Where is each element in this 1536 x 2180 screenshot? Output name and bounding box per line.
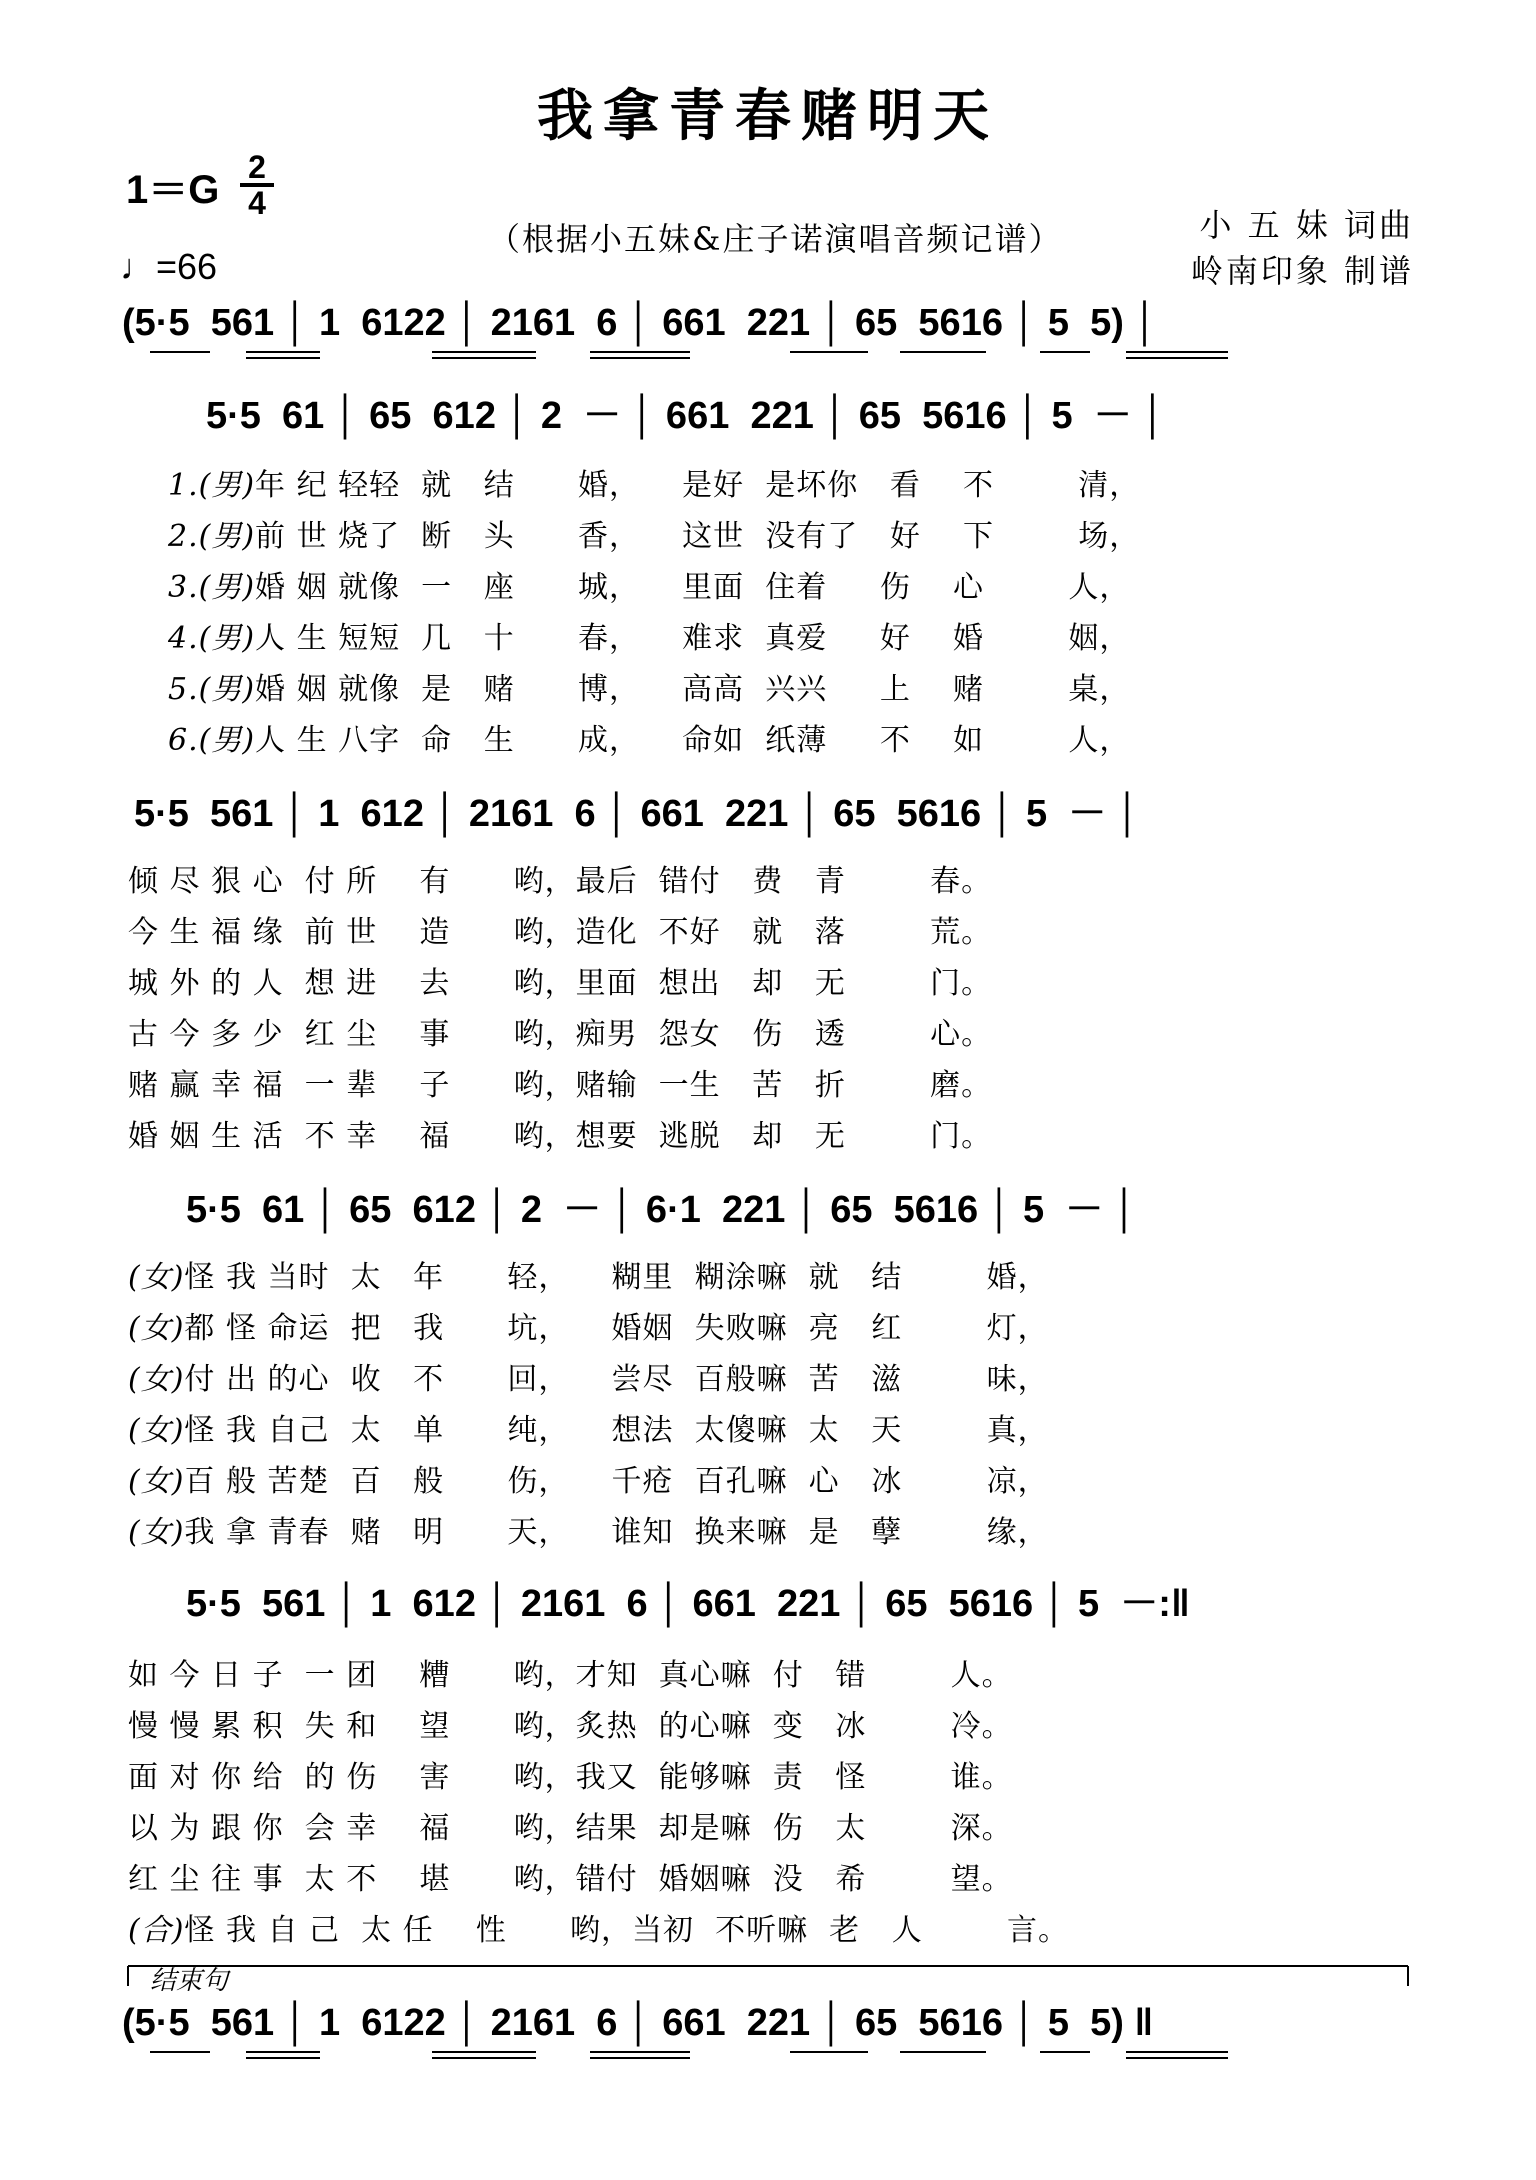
- subtitle: （根据小五妹&庄子诺演唱音频记谱）: [488, 220, 1063, 258]
- meter-bottom: 4: [248, 185, 266, 221]
- system-4-verse-5: 红 尘 往 事 太 不 堪 哟，错付 婚姻嘛 没 希 望。: [128, 1862, 1013, 1897]
- system-2-notation: 5·5 561 │ 1 612 │ 2161 6 │ 661 221 │ 65 5616 │ 5 － │: [134, 793, 1141, 835]
- key-signature: 1＝G: [126, 168, 220, 212]
- system-1-notation: 5·5 61 │ 65 612 │ 2 － │ 661 221 │ 65 5616 │ 5 － │: [206, 395, 1167, 437]
- system-4-notation: 5·5 561 │ 1 612 │ 2161 6 │ 661 221 │ 65 5616 │ 5 －:‖: [186, 1583, 1190, 1625]
- system-2-verse-3: 城 外 的 人 想 进 去 哟，里面 想出 却 无 门。: [128, 966, 993, 1001]
- system-3-verse-4: (女)怪 我 自己 太 单 纯， 想法 太傻嘛 太 天 真，: [128, 1413, 1049, 1448]
- tempo-value: =66: [156, 246, 218, 287]
- system-4-verse-6: (合)怪 我 自 己 太 任 性 哟，当初 不听嘛 老 人 言。: [128, 1913, 1070, 1948]
- intro-notation-row: (5·5 561 │ 1 6122 │ 2161 6 │ 661 221 │ 65 5616 │ 5 5) │: [122, 302, 1159, 344]
- system-3-verse-6: (女)我 拿 青春 赌 明 天， 谁知 换来嘛 是 孽 缘，: [128, 1515, 1049, 1550]
- meter-top: 2: [248, 149, 266, 185]
- system-4-verse-3: 面 对 你 给 的 伤 害 哟，我又 能够嘛 责 怪 谁。: [128, 1760, 1013, 1795]
- song-title: 我拿青春赌明天: [537, 83, 999, 149]
- ending-label: 结束句: [150, 1966, 229, 1996]
- credit-arranger: 岭南印象 制谱: [1190, 252, 1414, 290]
- system-3-verse-5: (女)百 般 苦楚 百 般 伤， 千疮 百孔嘛 心 冰 凉，: [128, 1464, 1049, 1499]
- system-3-verse-3: (女)付 出 的心 收 不 回， 尝尽 百般嘛 苦 滋 味，: [128, 1362, 1049, 1397]
- system-1-verse-1: 1.(男)年 纪 轻轻 就 结 婚， 是好 是坏你 看 不 清，: [168, 468, 1141, 503]
- credit-lyrics-music: 小 五 妹 词曲: [1199, 206, 1414, 244]
- system-4-verse-1: 如 今 日 子 一 团 糟 哟，才知 真心嘛 付 错 人。: [128, 1658, 1013, 1693]
- system-4-verse-2: 慢 慢 累 积 失 和 望 哟，炙热 的心嘛 变 冰 冷。: [128, 1709, 1013, 1744]
- system-3-notation: 5·5 61 │ 65 612 │ 2 － │ 6·1 221 │ 65 5616 │ 5 － │: [186, 1189, 1138, 1231]
- system-1-verse-4: 4.(男)人 生 短短 几 十 春， 难求 真爱 好 婚 姻，: [168, 621, 1131, 656]
- system-4-verse-4: 以 为 跟 你 会 幸 福 哟，结果 却是嘛 伤 太 深。: [128, 1811, 1013, 1846]
- outro-notation-row: (5·5 561 │ 1 6122 │ 2161 6 │ 661 221 │ 65 5616 │ 5 5) ‖: [122, 2002, 1154, 2044]
- system-3-verse-1: (女)怪 我 当时 太 年 轻， 糊里 糊涂嘛 就 结 婚，: [128, 1260, 1049, 1295]
- system-2-verse-6: 婚 姻 生 活 不 幸 福 哟，想要 逃脱 却 无 门。: [128, 1119, 993, 1154]
- quarter-note-icon: ♩: [120, 246, 156, 287]
- system-2-verse-5: 赌 赢 幸 福 一 辈 子 哟，赌输 一生 苦 折 磨。: [128, 1068, 993, 1103]
- system-2-verse-1: 倾 尽 狠 心 付 所 有 哟，最后 错付 费 青 春。: [128, 864, 993, 899]
- system-2-verse-2: 今 生 福 缘 前 世 造 哟，造化 不好 就 落 荒。: [128, 915, 993, 950]
- system-3-verse-2: (女)都 怪 命运 把 我 坑， 婚姻 失败嘛 亮 红 灯，: [128, 1311, 1049, 1346]
- system-1-verse-2: 2.(男)前 世 烧了 断 头 香， 这世 没有了 好 下 场，: [168, 519, 1141, 554]
- system-2-verse-4: 古 今 多 少 红 尘 事 哟，痴男 怨女 伤 透 心。: [128, 1017, 993, 1052]
- system-1-verse-3: 3.(男)婚 姻 就像 一 座 城， 里面 住着 伤 心 人，: [168, 570, 1131, 605]
- system-1-verse-5: 5.(男)婚 姻 就像 是 赌 博， 高高 兴兴 上 赌 桌，: [168, 672, 1131, 707]
- system-1-verse-6: 6.(男)人 生 八字 命 生 成， 命如 纸薄 不 如 人，: [168, 723, 1131, 758]
